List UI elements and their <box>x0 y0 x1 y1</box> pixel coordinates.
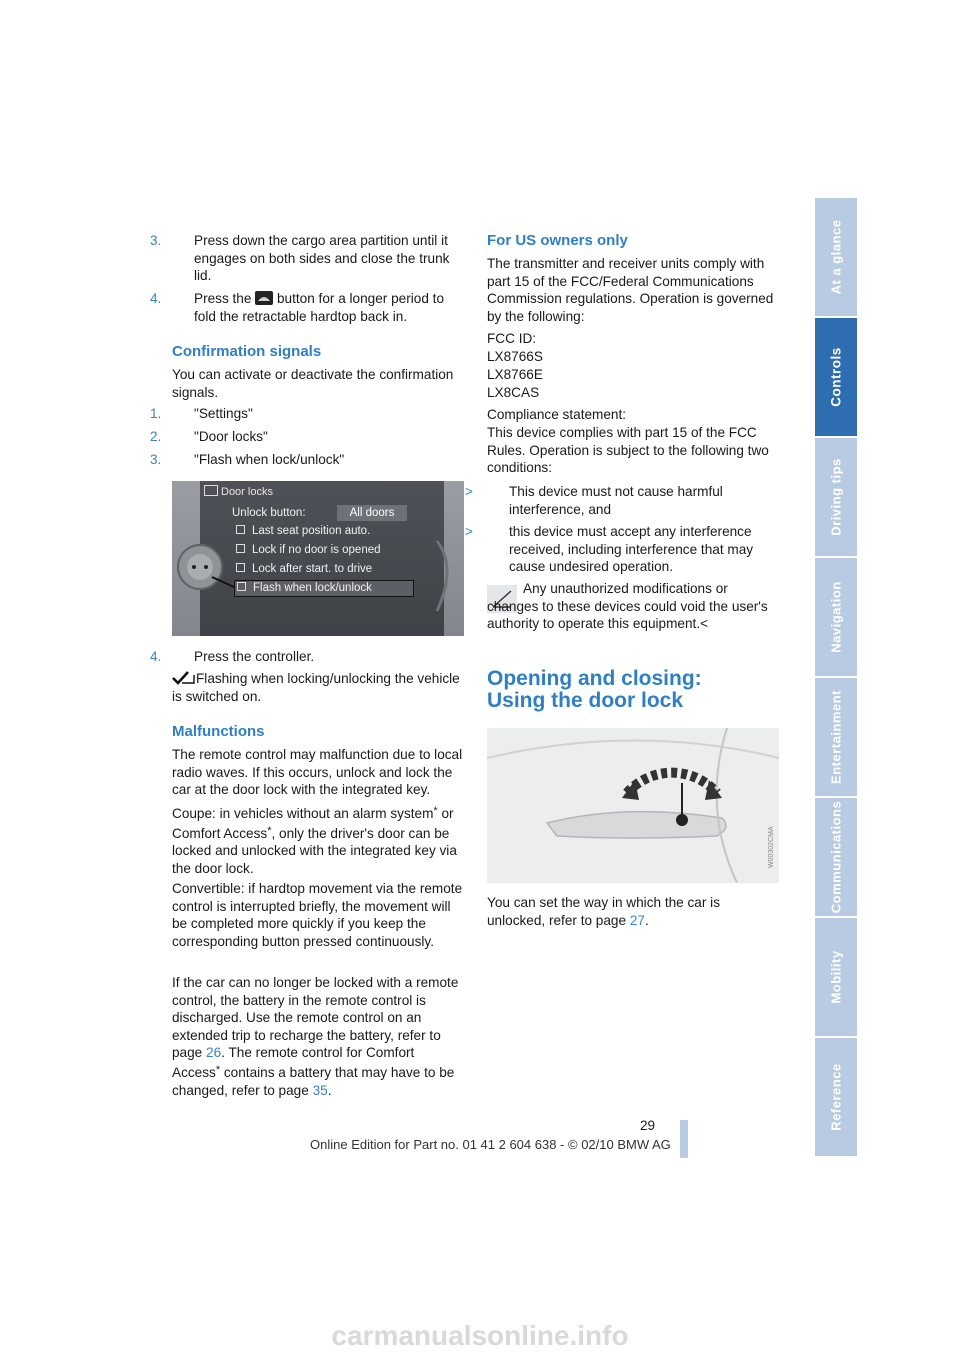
heading-opening-closing-2: Using the door lock <box>487 689 684 712</box>
heading-us-owners: For US owners only <box>487 232 628 249</box>
malfunction-p4: If the car can no longer be locked with a remote control, the battery in the remote control is discharged. Use the remote control on an extended trip to recharge the battery, refer to page 26. The remote control for Comfort Access* contains a battery that may have to be changed, refer to page 35. <box>172 975 459 1098</box>
malfunction-p3: Convertible: if hardtop movement via the remote control is interrupted briefly, the movement will be completed more quickly if you keep the corresponding button pressed continuously. <box>172 881 463 949</box>
compliance-statement: This device complies with part 15 of the FCC Rules. Operation is subject to the following two conditions: <box>487 425 769 476</box>
confirm-step-3: 3. "Flash when lock/unlock" <box>150 452 345 467</box>
tab-controls[interactable]: Controls <box>815 318 857 436</box>
option-lock-after-start[interactable]: Lock after start. to drive <box>236 563 372 575</box>
watermark: carmanualsonline.info <box>331 1320 629 1351</box>
page-ref-27[interactable]: 27 <box>629 912 645 928</box>
page-marker-bar <box>680 1120 688 1158</box>
opening-text: You can set the way in which the car is unlocked, refer to page 27. <box>487 895 720 928</box>
heading-confirmation-signals: Confirmation signals <box>172 343 322 360</box>
malfunction-p1: The remote control may malfunction due to local radio waves. If this occurs, unlock and lock the car at the door lock with the integrated key. <box>172 747 463 798</box>
tab-mobility[interactable]: Mobility <box>815 918 857 1036</box>
step-number: 3. <box>150 233 162 248</box>
page-number: 29 <box>640 1118 656 1133</box>
page-ref-35[interactable]: 35 <box>312 1082 328 1098</box>
checkmark-icon <box>172 671 196 685</box>
fcc-id-label: FCC ID: <box>487 331 537 346</box>
edition-footer: Online Edition for Part no. 01 41 2 604 638 - © 02/10 BMW AG <box>310 1137 671 1152</box>
hardtop-button-icon <box>255 291 273 305</box>
controller-knob-icon <box>172 481 464 636</box>
confirm-step-2: 2. "Door locks" <box>150 429 268 444</box>
option-flash-when-lock[interactable]: Flash when lock/unlock <box>234 580 414 597</box>
confirm-step-4: 4. Press the controller. <box>150 649 315 664</box>
compliance-label: Compliance statement: <box>487 407 627 422</box>
option-last-seat[interactable]: Last seat position auto. <box>236 525 370 537</box>
option-lock-no-door[interactable]: Lock if no door is opened <box>236 544 381 556</box>
step-text: Press down the cargo area partition until it engages on both sides and close the trunk lid. <box>194 233 450 284</box>
fcc-id-2: LX8766E <box>487 367 543 382</box>
door-lock-illustration <box>487 728 779 883</box>
step-number: 4. <box>150 291 162 306</box>
warning-text: Any unauthorized modifications or changes to these devices could void the user's authority to operate this equipment.< <box>487 581 768 632</box>
unlock-button-value[interactable]: All doors <box>337 505 407 521</box>
tab-driving-tips[interactable]: Driving tips <box>815 438 857 556</box>
tab-at-a-glance[interactable]: At a glance <box>815 198 857 316</box>
optional-star: * <box>267 824 272 837</box>
malfunction-p2: Coupe: in vehicles without an alarm system* or Comfort Access*, only the driver's door can be locked and unlocked with the integrated key via the door lock. <box>172 805 457 876</box>
screen-title: Door locks <box>204 485 273 498</box>
tab-navigation[interactable]: Navigation <box>815 558 857 676</box>
heading-opening-closing-1: Opening and closing: <box>487 667 702 690</box>
step-4-hardtop <box>150 290 464 325</box>
step-text-after: button for a longer period to fold the retractable hardtop back in. <box>194 291 444 324</box>
fcc-id-3: LX8CAS <box>487 385 540 400</box>
step-text-before: Press the <box>194 291 252 306</box>
heading-malfunctions: Malfunctions <box>172 723 265 740</box>
tab-entertainment[interactable]: Entertainment <box>815 678 857 796</box>
door-handle-icon <box>487 728 779 883</box>
tab-reference[interactable]: Reference <box>815 1038 857 1156</box>
flash-note: Flashing when locking/unlocking the vehicle is switched on. <box>172 671 460 704</box>
us-intro: The transmitter and receiver units comply with part 15 of the FCC/Federal Communications Commission regulations. Operation is governed by the following: <box>487 256 774 324</box>
svg-text:W00302CMA: W00302CMA <box>768 826 775 868</box>
confirmation-intro: You can activate or deactivate the confirmation signals. <box>172 367 454 400</box>
tab-communications[interactable]: Communications <box>815 798 857 916</box>
optional-star: * <box>433 805 438 817</box>
bullet-1: > This device must not cause harmful interference, and <box>465 484 723 517</box>
end-mark: < <box>700 616 709 632</box>
unlock-button-label: Unlock button: <box>232 507 306 519</box>
page-ref-26[interactable]: 26 <box>206 1045 222 1061</box>
fcc-id-1: LX8766S <box>487 349 543 364</box>
bullet-2: > this device must accept any interference received, including interference that may cause undesired operation. <box>465 524 754 575</box>
idrive-door-locks-screen <box>172 481 464 636</box>
optional-star: * <box>215 1063 221 1076</box>
confirm-step-1: 1. "Settings" <box>150 406 253 421</box>
step-3-cargo <box>150 232 464 285</box>
